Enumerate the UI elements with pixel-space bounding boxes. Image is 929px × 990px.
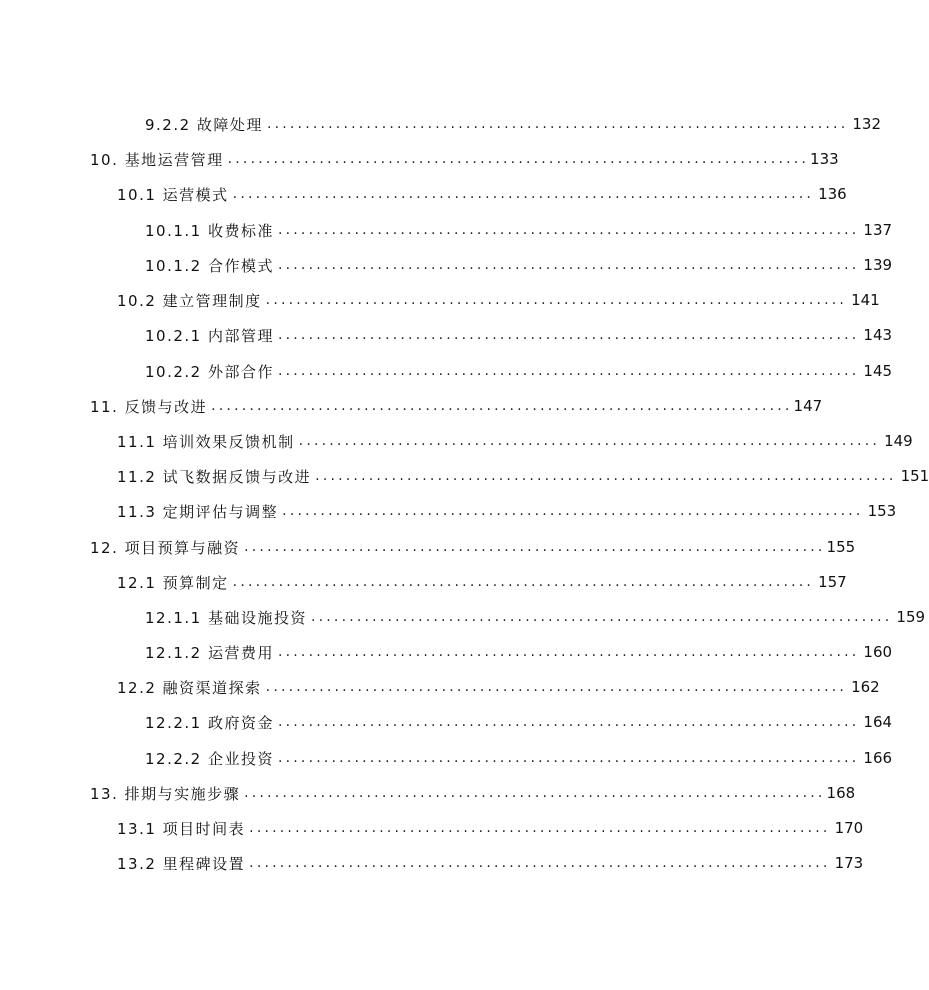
toc-entry-page: 164 bbox=[863, 713, 893, 731]
toc-entry[interactable] bbox=[117, 675, 880, 699]
toc-entry-page: 133 bbox=[810, 150, 839, 168]
dot-leader: ............................................................................ bbox=[249, 855, 831, 871]
toc-entry[interactable] bbox=[145, 218, 893, 242]
toc-entry[interactable] bbox=[117, 182, 847, 206]
dot-leader: ............................................................................ bbox=[282, 503, 864, 519]
toc-entry[interactable] bbox=[90, 535, 856, 559]
dot-leader: ............................................................................ bbox=[277, 644, 860, 660]
toc-entry-page: 160 bbox=[863, 643, 893, 661]
dot-leader: ............................................................................ bbox=[266, 116, 849, 132]
toc-entry[interactable] bbox=[90, 781, 856, 805]
toc-entry[interactable] bbox=[145, 253, 893, 277]
dot-leader: ............................................................................ bbox=[277, 363, 860, 379]
toc-entry-page: 132 bbox=[852, 115, 881, 133]
toc-entry-title: 13.2 里程碑设置 bbox=[117, 854, 246, 873]
toc-entry-title: 9.2.2 故障处理 bbox=[145, 115, 263, 134]
toc-entry-title: 10.2.2 外部合作 bbox=[145, 362, 274, 381]
toc-entry-title: 11. 反馈与改进 bbox=[90, 397, 208, 416]
toc-entry-title: 10.1.1 收费标准 bbox=[145, 221, 274, 240]
toc-entry-title: 13.1 项目时间表 bbox=[117, 819, 246, 838]
toc-entry[interactable] bbox=[145, 605, 926, 629]
toc-entry-page: 136 bbox=[818, 185, 847, 203]
toc-entry-page: 173 bbox=[834, 854, 864, 872]
dot-leader: ............................................................................ bbox=[211, 398, 793, 414]
toc-entry[interactable] bbox=[117, 464, 929, 488]
toc-entry[interactable] bbox=[90, 147, 839, 171]
toc-entry[interactable] bbox=[145, 359, 893, 383]
dot-leader: ............................................................................ bbox=[298, 433, 881, 449]
toc-entry[interactable] bbox=[117, 816, 864, 840]
toc-entry-page: 143 bbox=[863, 326, 893, 344]
toc-entry-title: 11.1 培训效果反馈机制 bbox=[117, 432, 295, 451]
toc-entry-page: 147 bbox=[793, 397, 823, 415]
toc-entry[interactable] bbox=[90, 394, 823, 418]
toc-entry[interactable] bbox=[117, 570, 847, 594]
toc-entry-title: 11.2 试飞数据反馈与改进 bbox=[117, 467, 312, 486]
toc-entry-page: 151 bbox=[900, 467, 929, 485]
dot-leader: ............................................................................ bbox=[277, 714, 860, 730]
dot-leader: ............................................................................ bbox=[277, 327, 860, 343]
toc-entry-page: 168 bbox=[826, 784, 856, 802]
dot-leader: ............................................................................ bbox=[265, 679, 848, 695]
toc-entry[interactable] bbox=[117, 429, 913, 453]
toc-entry-page: 153 bbox=[867, 502, 897, 520]
toc-entry-page: 166 bbox=[863, 749, 893, 767]
toc-entry[interactable] bbox=[117, 288, 880, 312]
toc-entry-page: 159 bbox=[896, 608, 926, 626]
toc-entry[interactable] bbox=[145, 710, 893, 734]
toc-entry-title: 12.1.1 基础设施投资 bbox=[145, 608, 307, 627]
toc-entry-page: 155 bbox=[826, 538, 856, 556]
toc-entry-title: 10.1.2 合作模式 bbox=[145, 256, 274, 275]
toc-entry[interactable] bbox=[145, 112, 881, 136]
toc-entry-title: 12.2 融资渠道探索 bbox=[117, 678, 262, 697]
toc-entry[interactable] bbox=[145, 640, 893, 664]
dot-leader: ............................................................................ bbox=[232, 574, 815, 590]
toc-entry-page: 137 bbox=[863, 221, 893, 239]
dot-leader: ............................................................................ bbox=[277, 257, 860, 273]
toc-entry-title: 12. 项目预算与融资 bbox=[90, 538, 241, 557]
dot-leader: ............................................................................ bbox=[310, 609, 893, 625]
toc-entry-page: 157 bbox=[818, 573, 847, 591]
toc-entry-title: 10.1 运营模式 bbox=[117, 185, 229, 204]
toc-entry-page: 141 bbox=[851, 291, 880, 309]
toc-entry-page: 145 bbox=[863, 362, 893, 380]
dot-leader: ............................................................................ bbox=[244, 539, 826, 555]
dot-leader: ............................................................................ bbox=[249, 820, 831, 836]
toc-entry-page: 162 bbox=[851, 678, 880, 696]
dot-leader: ............................................................................ bbox=[277, 222, 860, 238]
dot-leader: ............................................................................ bbox=[315, 468, 897, 484]
dot-leader: ............................................................................ bbox=[277, 750, 860, 766]
toc-entry-page: 139 bbox=[863, 256, 893, 274]
dot-leader: ............................................................................ bbox=[265, 292, 848, 308]
dot-leader: ............................................................................ bbox=[227, 151, 810, 167]
toc-entry[interactable] bbox=[117, 851, 864, 875]
toc-entry[interactable] bbox=[145, 746, 893, 770]
toc-entry-title: 12.1.2 运营费用 bbox=[145, 643, 274, 662]
dot-leader: ............................................................................ bbox=[244, 785, 826, 801]
toc-entry-title: 10.2.1 内部管理 bbox=[145, 326, 274, 345]
toc-entry[interactable] bbox=[145, 323, 893, 347]
toc-entry-title: 12.2.2 企业投资 bbox=[145, 749, 274, 768]
dot-leader: ............................................................................ bbox=[232, 186, 815, 202]
toc-entry-title: 10.2 建立管理制度 bbox=[117, 291, 262, 310]
toc-entry-page: 149 bbox=[884, 432, 913, 450]
toc-entry-title: 12.1 预算制定 bbox=[117, 573, 229, 592]
toc-entry-title: 11.3 定期评估与调整 bbox=[117, 502, 279, 521]
toc-entry-title: 13. 排期与实施步骤 bbox=[90, 784, 241, 803]
toc-entry-title: 10. 基地运营管理 bbox=[90, 150, 224, 169]
toc-entry-title: 12.2.1 政府资金 bbox=[145, 713, 274, 732]
toc-entry-page: 170 bbox=[834, 819, 864, 837]
toc-entry[interactable] bbox=[117, 499, 897, 523]
